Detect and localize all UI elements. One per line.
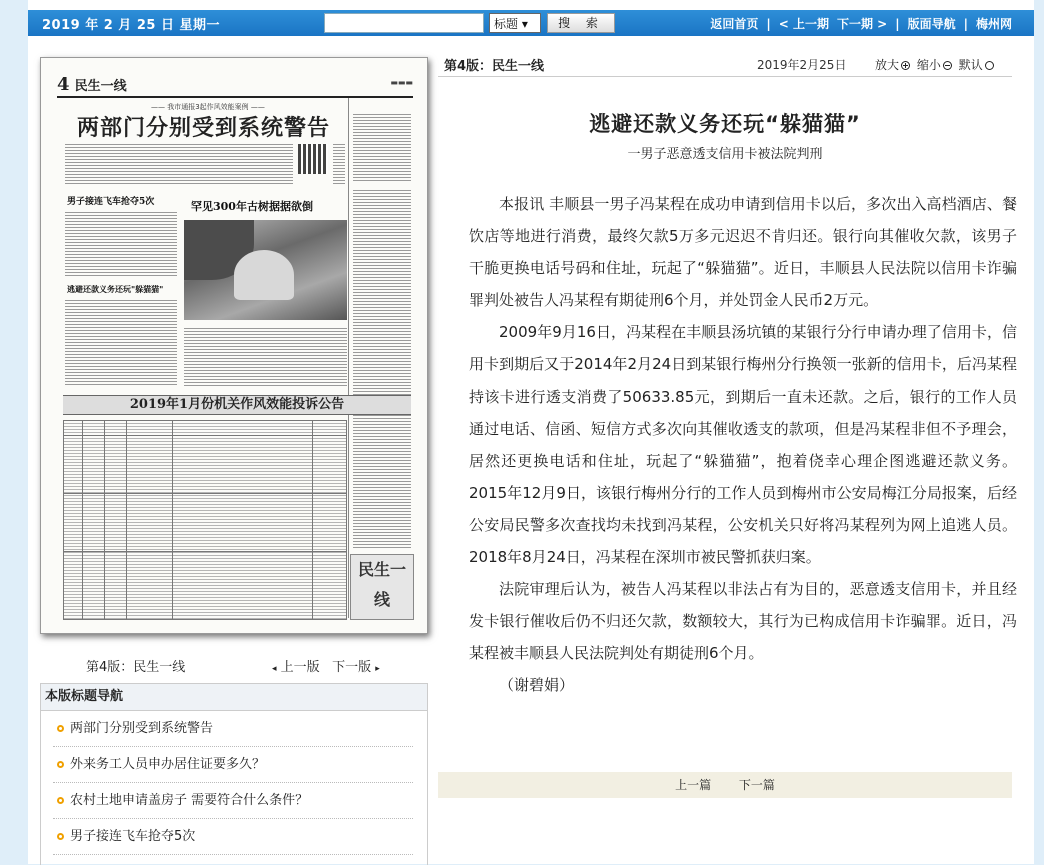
zoom-default-icon[interactable]	[985, 61, 994, 70]
text-block	[184, 326, 347, 386]
thumbnail-headline[interactable]: 两部门分别受到系统警告	[77, 115, 331, 141]
zoom-out-label[interactable]: 缩小	[916, 58, 941, 72]
headline-nav-item[interactable]	[53, 819, 413, 855]
article-paragraph: 本报讯 丰顺县一男子冯某程在成功申请到信用卡以后，多次出入高档酒店、餐饮店等地进行消费，最终欠款5万多元迟迟不肯归还。银行向其催收欠款，该男子干脆更换电话号码和住址，玩起了“躲猫猫”。近日，丰顺县人民法院以信用卡诈骗罪判处被告人冯某程有期徒刑6个月，并处罚金人民币2万元。	[469, 195, 1017, 310]
headline-navigation	[40, 683, 428, 865]
text-block	[65, 142, 293, 184]
search-scope-select[interactable]: 标题 ▾	[489, 13, 541, 33]
bullet-icon	[57, 797, 64, 804]
headline-nav-label[interactable]: 两部门分别受到系统警告	[70, 721, 214, 736]
zoom-in-button[interactable]	[875, 58, 913, 72]
next-issue-link[interactable]: 下一期 >	[836, 17, 888, 31]
zoom-in-icon[interactable]	[901, 61, 910, 70]
zoom-out-icon[interactable]	[943, 61, 952, 70]
zoom-default-label[interactable]: 默认	[958, 58, 983, 72]
ancient-tree-photo	[184, 220, 347, 320]
qr-code-icon	[298, 144, 328, 174]
zoom-controls	[875, 56, 997, 73]
column-divider	[348, 98, 349, 618]
headline-navigation-title: 本版标题导航	[41, 684, 427, 711]
top-nav	[706, 15, 1016, 32]
thumbnail-car-headline[interactable]: 男子接连飞车抢夺5次	[67, 197, 155, 207]
home-link[interactable]: 返回首页	[710, 17, 759, 31]
article-paragraph: 2009年9月16日，冯某程在丰顺县汤坑镇的某银行分行申请办理了信用卡，信用卡到期后又于2014年2月24日到某银行梅州分行换领一张新的信用卡，后冯某程持该卡进行透支消费了50633.85元，到期后一直未还款。之后，银行的工作人员通过电话、信函、短信方式多次向其催收透支的款项，但是冯某程非但不予理会，居然还更换电话和住址，玩起了“躲猫猫”，抱着侥幸心理企图逃避还款义务。2015年12月9日，该银行梅州分行的工作人员到梅州市公安局梅江分局报案，后经公安局民警多次查找均未找到冯某程，公安机关只好将冯某程列为网上追逃人员。2018年8月24日，冯某程在深圳市被民警抓获归案。	[469, 323, 1017, 567]
article-pager	[438, 772, 1012, 798]
bullet-icon	[57, 761, 64, 768]
headline-nav-item[interactable]	[53, 783, 413, 819]
nav-separator: |	[963, 17, 968, 31]
page-nav-link[interactable]: 版面导航	[907, 17, 956, 31]
thumbnail-header	[57, 74, 413, 98]
article-paragraph: 法院审理后认为，被告人冯某程以非法占有为目的，恶意透支信用卡，并且经发卡银行催收后仍不归还欠款，数额较大，其行为已构成信用卡诈骗罪。近日，冯某程被丰顺县人民法院判处有期徒刑6个月。	[469, 580, 1017, 663]
zoom-default-button[interactable]	[959, 58, 997, 72]
newspaper-page-thumbnail[interactable]	[40, 57, 428, 634]
divider	[438, 76, 1012, 77]
issue-date: 2019 年 2 月 25 日 星期一	[42, 18, 220, 33]
current-page-label: 第4版：民生一线	[86, 660, 186, 675]
article-section: 第4版：民生一线	[444, 59, 545, 74]
article-author: （谢碧娟）	[499, 676, 575, 695]
top-bar	[28, 10, 1034, 36]
thumbnail-banner[interactable]: 2019年1月份机关作风效能投诉公告	[63, 395, 411, 415]
thumbnail-kicker: —— 我市通报3起作风效能案例 ——	[151, 103, 265, 111]
thumbnail-page-number: 4	[57, 74, 70, 95]
article-body	[469, 188, 1017, 702]
zoom-in-label[interactable]: 放大	[875, 58, 900, 72]
complaint-table	[63, 420, 347, 620]
headline-nav-label[interactable]: 农村土地申请盖房子 需要符合什么条件？	[70, 793, 309, 808]
next-page-link[interactable]: 下一版	[332, 660, 372, 675]
thumbnail-section: 民生一线	[74, 79, 127, 94]
zoom-out-button[interactable]	[917, 58, 955, 72]
text-block	[65, 210, 177, 278]
article-date: 2019年2月25日	[757, 58, 847, 72]
masthead-logo: ▬▬▬	[390, 78, 413, 87]
bullet-icon	[57, 725, 64, 732]
page	[28, 0, 1034, 864]
text-block	[333, 142, 345, 184]
headline-nav-item[interactable]	[53, 711, 413, 747]
thumbnail-ad: 民生一线	[350, 554, 414, 620]
text-block	[353, 188, 411, 548]
meizhou-link[interactable]: 梅州网	[975, 17, 1012, 31]
thumbnail-evade-headline[interactable]: 逃避还款义务还玩"躲猫猫"	[67, 284, 164, 294]
prev-issue-link[interactable]: < 上一期	[778, 17, 829, 31]
prev-article-link[interactable]: 上一篇	[675, 778, 712, 792]
prev-page-link[interactable]: 上一版	[280, 660, 320, 675]
article-title: 逃避还款义务还玩“躲猫猫”	[589, 112, 861, 136]
text-block	[65, 298, 177, 386]
nav-separator: |	[766, 17, 771, 31]
bullet-icon	[57, 833, 64, 840]
headline-nav-label[interactable]: 外来务工人员申办居住证要多久？	[70, 757, 266, 772]
article-subtitle: 一男子恶意透支信用卡被法院判刑	[627, 147, 823, 162]
search-input[interactable]	[324, 13, 484, 33]
text-block	[353, 112, 411, 182]
prev-page-icon: ◂	[272, 664, 277, 674]
search-button[interactable]: 搜 索	[547, 13, 615, 33]
next-page-icon: ▸	[375, 664, 380, 674]
headline-nav-label[interactable]: 男子接连飞车抢夺5次	[70, 829, 196, 844]
thumbnail-photo-headline[interactable]: 罕见300年古树据据欲倒	[191, 200, 313, 213]
page-pager-links	[272, 656, 380, 675]
nav-separator: |	[895, 17, 900, 31]
headline-nav-item[interactable]	[53, 747, 413, 783]
next-article-link[interactable]: 下一篇	[738, 778, 775, 792]
